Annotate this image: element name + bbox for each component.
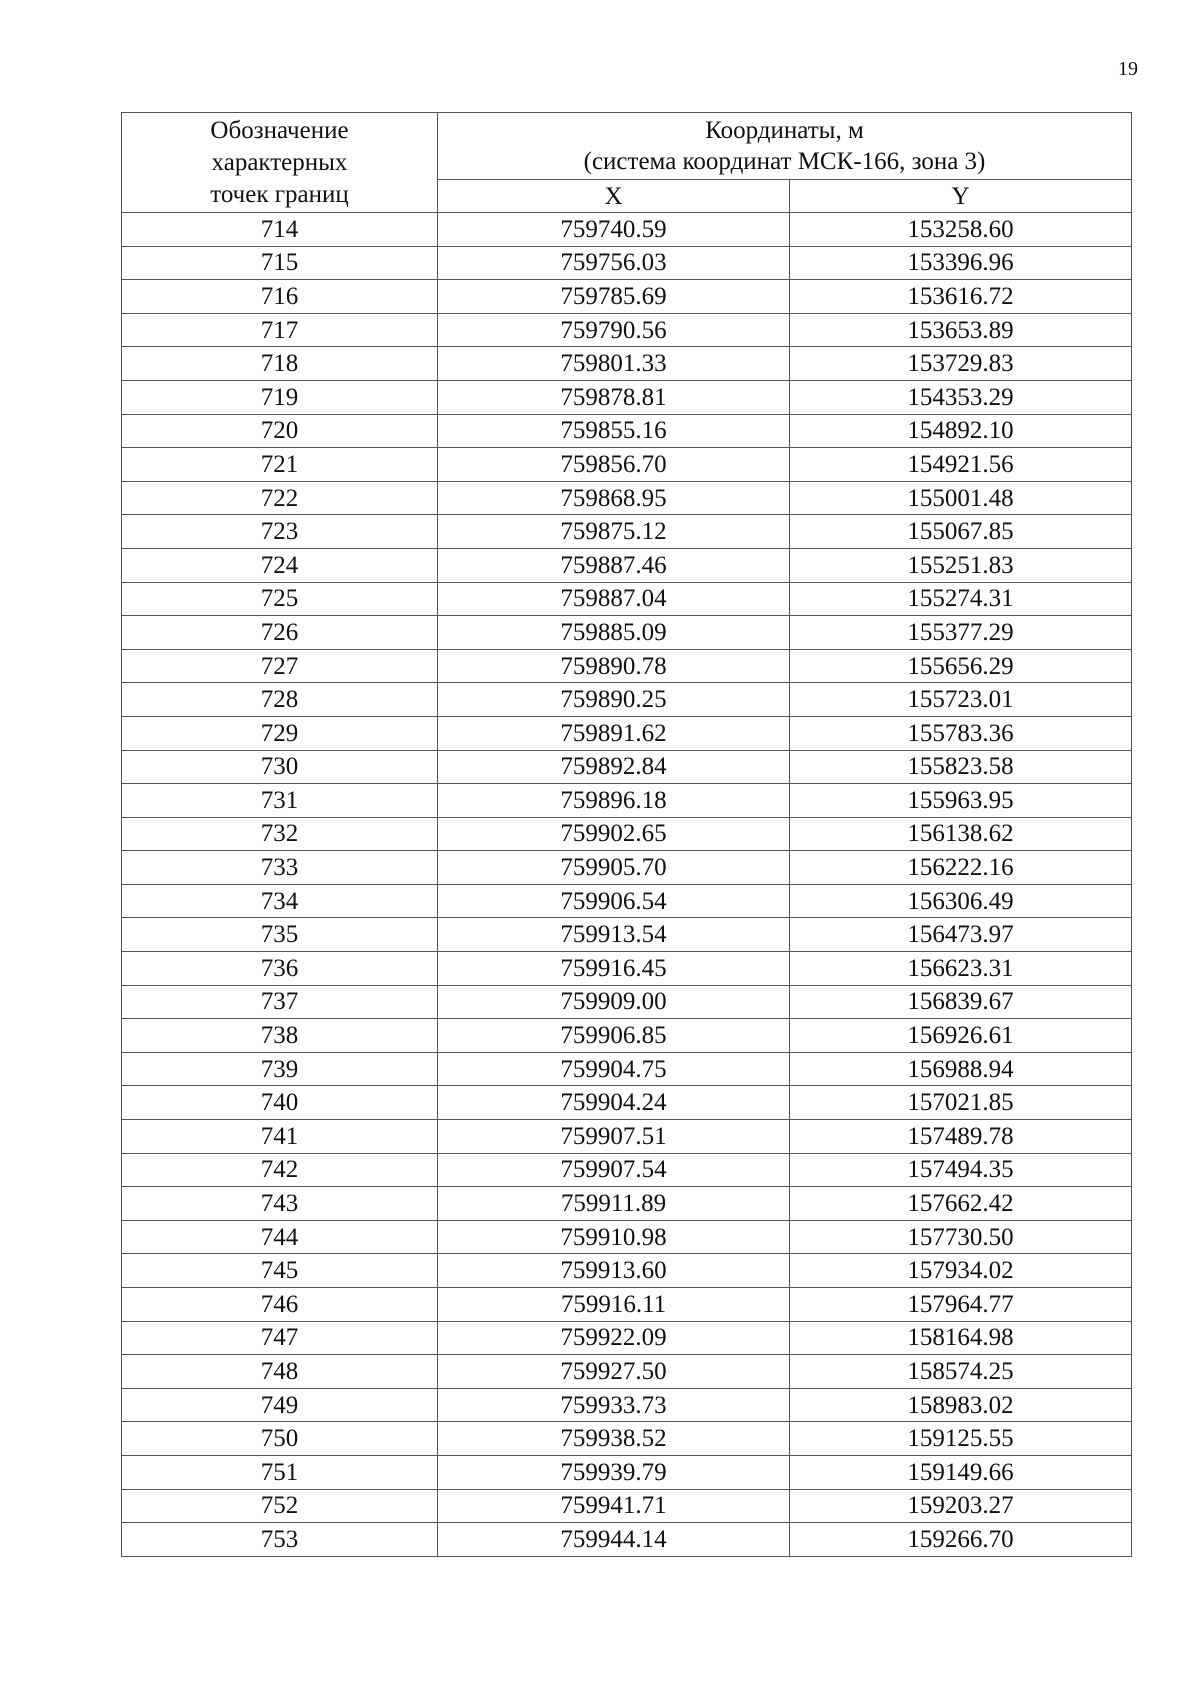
y-coordinate-cell: 157964.77 [790,1288,1132,1322]
point-cell: 729 [122,716,438,750]
x-coordinate-cell: 759868.95 [438,481,790,515]
point-cell: 745 [122,1254,438,1288]
coordinates-header-system: (система координат МСК-166, зона 3) [583,148,986,175]
x-coordinate-cell: 759905.70 [438,851,790,885]
point-cell: 718 [122,347,438,381]
table-row [122,716,1132,750]
x-coordinate-cell: 759890.25 [438,683,790,717]
point-cell: 715 [122,246,438,280]
table-row [122,985,1132,1019]
point-cell: 733 [122,851,438,885]
x-coordinate-cell: 759941.71 [438,1489,790,1523]
x-coordinate-cell: 759927.50 [438,1355,790,1389]
point-cell: 753 [122,1523,438,1557]
x-coordinate-cell: 759909.00 [438,985,790,1019]
point-cell: 748 [122,1355,438,1389]
point-cell: 737 [122,985,438,1019]
point-cell: 740 [122,1086,438,1120]
coordinates-header [438,113,1132,180]
point-cell: 732 [122,817,438,851]
point-designation-header [122,113,438,213]
x-coordinate-cell: 759913.60 [438,1254,790,1288]
x-coordinate-cell: 759887.04 [438,582,790,616]
table-row [122,1288,1132,1322]
y-coordinate-cell: 153729.83 [790,347,1132,381]
table-row [122,884,1132,918]
x-coordinate-cell: 759916.11 [438,1288,790,1322]
x-coordinate-cell: 759904.24 [438,1086,790,1120]
x-coordinate-cell: 759910.98 [438,1220,790,1254]
x-coordinate-cell: 759856.70 [438,448,790,482]
point-cell: 717 [122,313,438,347]
point-cell: 752 [122,1489,438,1523]
point-cell: 721 [122,448,438,482]
x-coordinate-cell: 759938.52 [438,1422,790,1456]
point-cell: 747 [122,1321,438,1355]
table-row [122,1455,1132,1489]
y-coordinate-cell: 157494.35 [790,1153,1132,1187]
x-coordinate-cell: 759891.62 [438,716,790,750]
x-coordinate-cell: 759907.54 [438,1153,790,1187]
y-coordinate-cell: 154353.29 [790,380,1132,414]
point-cell: 714 [122,213,438,247]
table-row [122,1355,1132,1389]
y-coordinate-cell: 156926.61 [790,1019,1132,1053]
y-column-header: Y [790,180,1132,213]
table-row [122,1388,1132,1422]
x-coordinate-cell: 759855.16 [438,414,790,448]
x-coordinate-cell: 759922.09 [438,1321,790,1355]
y-coordinate-cell: 158574.25 [790,1355,1132,1389]
point-cell: 722 [122,481,438,515]
table-row [122,213,1132,247]
y-coordinate-cell: 156138.62 [790,817,1132,851]
x-coordinate-cell: 759916.45 [438,952,790,986]
table-row [122,448,1132,482]
y-coordinate-cell: 155963.95 [790,784,1132,818]
table-row [122,1321,1132,1355]
table-row [122,1120,1132,1154]
y-coordinate-cell: 155823.58 [790,750,1132,784]
point-cell: 716 [122,280,438,314]
x-coordinate-cell: 759907.51 [438,1120,790,1154]
y-coordinate-cell: 153396.96 [790,246,1132,280]
y-coordinate-cell: 157662.42 [790,1187,1132,1221]
table-row [122,1187,1132,1221]
point-cell: 727 [122,649,438,683]
table-row [122,1052,1132,1086]
point-cell: 749 [122,1388,438,1422]
x-coordinate-cell: 759944.14 [438,1523,790,1557]
table-row [122,1019,1132,1053]
x-coordinate-cell: 759885.09 [438,616,790,650]
table-row [122,347,1132,381]
x-coordinate-cell: 759875.12 [438,515,790,549]
x-coordinate-cell: 759939.79 [438,1455,790,1489]
point-cell: 723 [122,515,438,549]
y-coordinate-cell: 153653.89 [790,313,1132,347]
table-row [122,952,1132,986]
x-coordinate-cell: 759904.75 [438,1052,790,1086]
point-cell: 728 [122,683,438,717]
y-coordinate-cell: 155377.29 [790,616,1132,650]
y-coordinate-cell: 155274.31 [790,582,1132,616]
point-cell: 720 [122,414,438,448]
table-row [122,246,1132,280]
point-cell: 735 [122,918,438,952]
x-column-header: X [438,180,790,213]
point-header-line-2: характерных [211,148,348,176]
y-coordinate-cell: 159203.27 [790,1489,1132,1523]
table-row [122,683,1132,717]
x-coordinate-cell: 759896.18 [438,784,790,818]
point-cell: 742 [122,1153,438,1187]
table-row [122,414,1132,448]
x-coordinate-cell: 759890.78 [438,649,790,683]
table-row [122,616,1132,650]
y-coordinate-cell: 153616.72 [790,280,1132,314]
point-cell: 739 [122,1052,438,1086]
x-coordinate-cell: 759887.46 [438,548,790,582]
point-cell: 731 [122,784,438,818]
x-coordinate-cell: 759790.56 [438,313,790,347]
y-coordinate-cell: 159149.66 [790,1455,1132,1489]
y-coordinate-cell: 155783.36 [790,716,1132,750]
table-body [122,113,1132,1557]
y-coordinate-cell: 155723.01 [790,683,1132,717]
y-coordinate-cell: 159266.70 [790,1523,1132,1557]
point-cell: 750 [122,1422,438,1456]
table-row [122,918,1132,952]
y-coordinate-cell: 155067.85 [790,515,1132,549]
y-coordinate-cell: 156222.16 [790,851,1132,885]
point-cell: 738 [122,1019,438,1053]
x-coordinate-cell: 759933.73 [438,1388,790,1422]
x-coordinate-cell: 759892.84 [438,750,790,784]
y-coordinate-cell: 157730.50 [790,1220,1132,1254]
x-coordinate-cell: 759906.85 [438,1019,790,1053]
y-coordinate-cell: 153258.60 [790,213,1132,247]
table-row [122,1489,1132,1523]
x-coordinate-cell: 759756.03 [438,246,790,280]
x-coordinate-cell: 759913.54 [438,918,790,952]
table-row [122,1254,1132,1288]
point-cell: 736 [122,952,438,986]
point-cell: 741 [122,1120,438,1154]
table-row [122,1220,1132,1254]
table-row [122,582,1132,616]
point-cell: 726 [122,616,438,650]
table-row [122,481,1132,515]
page-number: 19 [1118,58,1138,80]
x-coordinate-cell: 759740.59 [438,213,790,247]
table-row [122,313,1132,347]
table-row [122,817,1132,851]
x-coordinate-cell: 759911.89 [438,1187,790,1221]
table-row [122,515,1132,549]
point-cell: 746 [122,1288,438,1322]
table-row [122,1086,1132,1120]
x-coordinate-cell: 759878.81 [438,380,790,414]
table-row [122,1422,1132,1456]
y-coordinate-cell: 156623.31 [790,952,1132,986]
y-coordinate-cell: 158983.02 [790,1388,1132,1422]
x-coordinate-cell: 759801.33 [438,347,790,381]
x-coordinate-cell: 759902.65 [438,817,790,851]
x-coordinate-cell: 759906.54 [438,884,790,918]
point-cell: 751 [122,1455,438,1489]
y-coordinate-cell: 156473.97 [790,918,1132,952]
table-row [122,1523,1132,1557]
table-row [122,380,1132,414]
y-coordinate-cell: 157489.78 [790,1120,1132,1154]
point-cell: 744 [122,1220,438,1254]
coordinates-table [121,112,1132,1557]
point-header-line-3: точек границ [210,180,349,208]
table-row [122,280,1132,314]
table-row [122,784,1132,818]
y-coordinate-cell: 159125.55 [790,1422,1132,1456]
point-header-line-1: Обозначение [210,116,349,144]
table-row [122,649,1132,683]
y-coordinate-cell: 158164.98 [790,1321,1132,1355]
table-row [122,1153,1132,1187]
y-coordinate-cell: 155001.48 [790,481,1132,515]
y-coordinate-cell: 156988.94 [790,1052,1132,1086]
y-coordinate-cell: 157934.02 [790,1254,1132,1288]
coordinates-header-title: Координаты, м [705,117,864,144]
y-coordinate-cell: 156306.49 [790,884,1132,918]
point-cell: 724 [122,548,438,582]
header-row-top [122,113,1132,180]
table-row [122,548,1132,582]
table-row [122,750,1132,784]
point-cell: 743 [122,1187,438,1221]
y-coordinate-cell: 155656.29 [790,649,1132,683]
point-cell: 725 [122,582,438,616]
y-coordinate-cell: 154921.56 [790,448,1132,482]
x-coordinate-cell: 759785.69 [438,280,790,314]
y-coordinate-cell: 156839.67 [790,985,1132,1019]
point-cell: 719 [122,380,438,414]
point-cell: 730 [122,750,438,784]
y-coordinate-cell: 155251.83 [790,548,1132,582]
y-coordinate-cell: 157021.85 [790,1086,1132,1120]
point-cell: 734 [122,884,438,918]
y-coordinate-cell: 154892.10 [790,414,1132,448]
table-row [122,851,1132,885]
